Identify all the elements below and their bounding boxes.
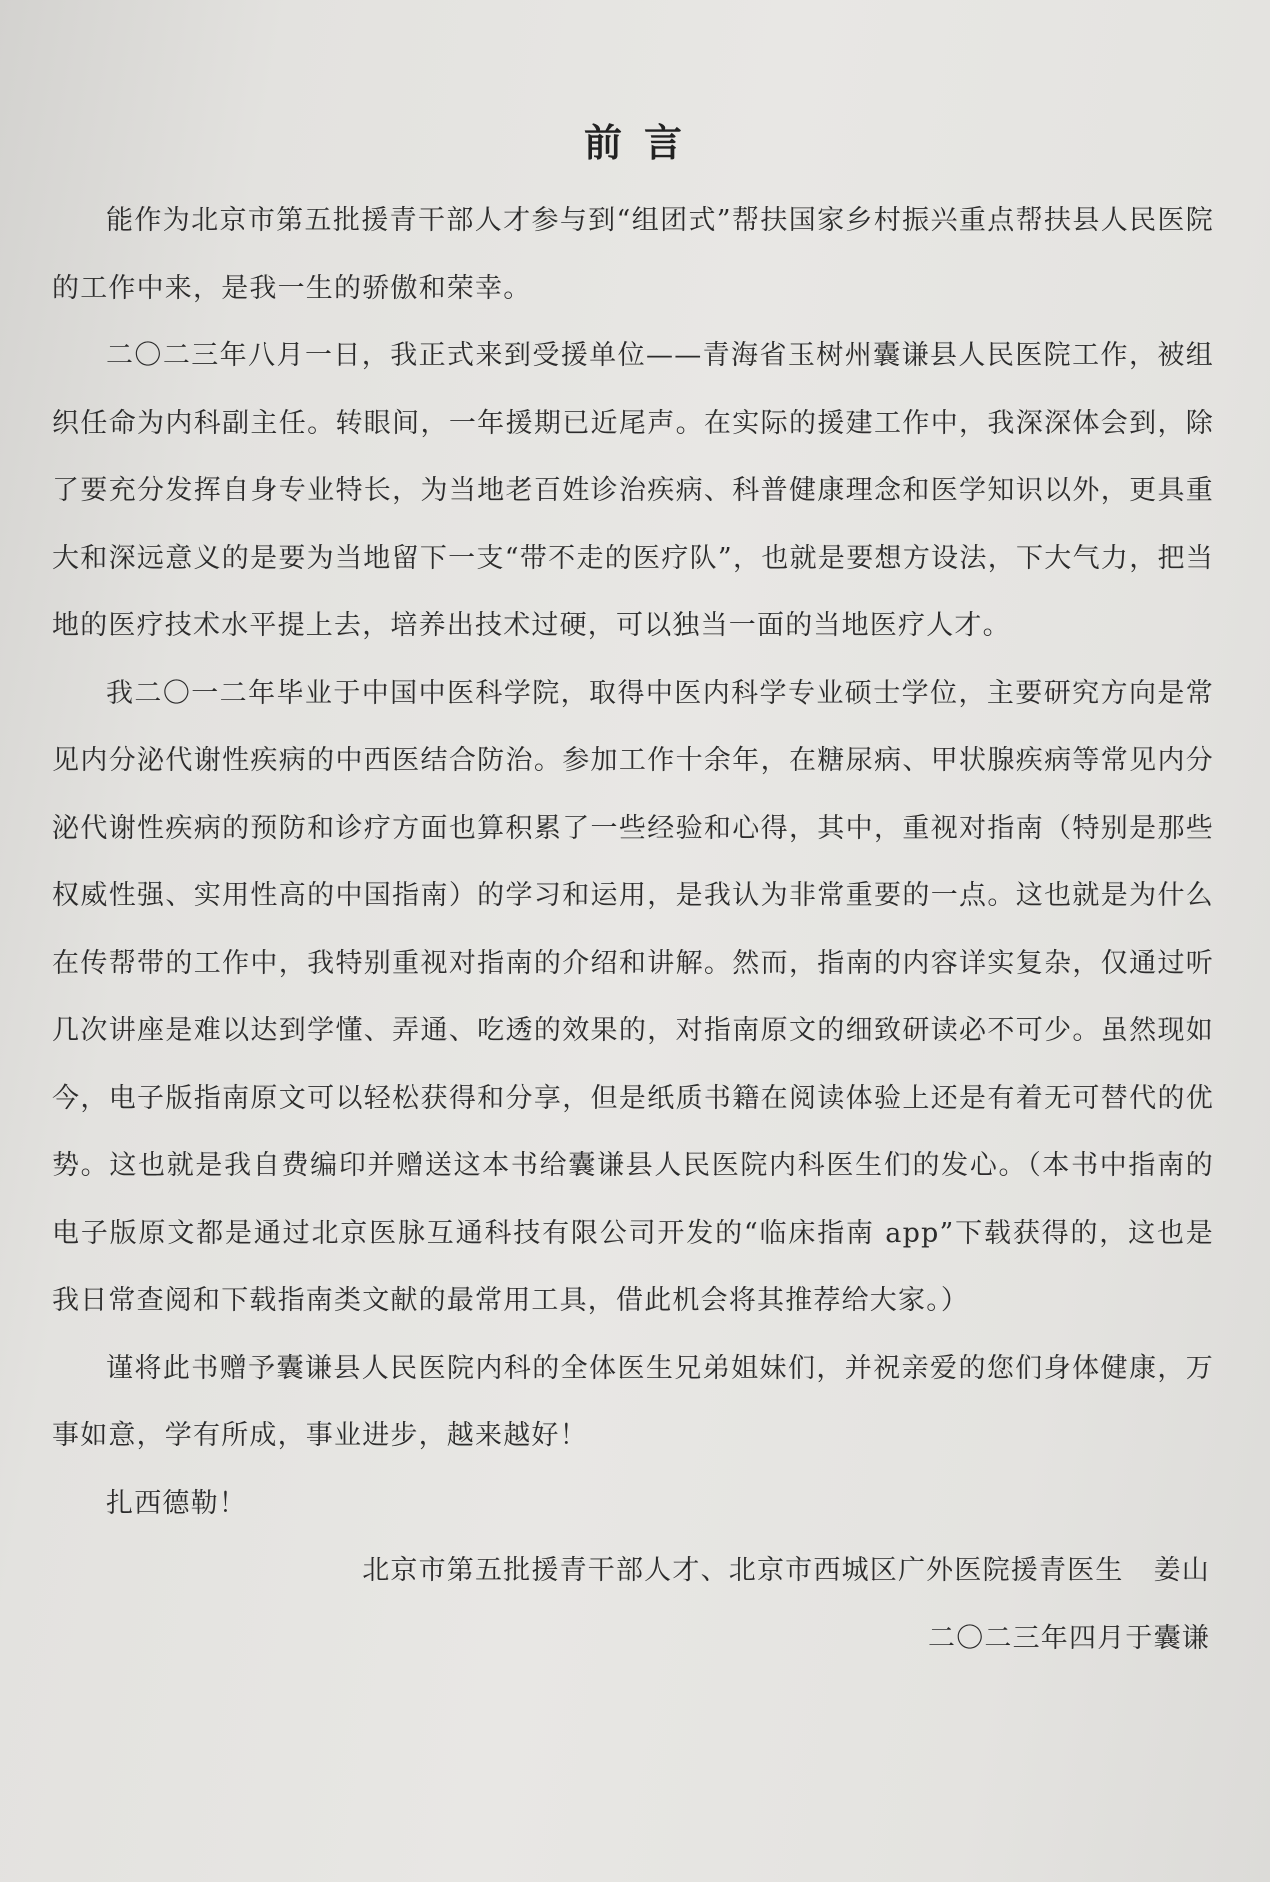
signature-line [52,1537,1214,1605]
closing-greeting: 扎西德勒！ [106,1487,247,1519]
signature-date: 二〇二三年四月于囊谦 [928,1622,1210,1654]
paragraph-2: 二〇二三年八月一日，我正式来到受援单位——青海省玉树州囊谦县人民医院工作，被组织任命为内科副主任。转眼间，一年援期已近尾声。在实际的援建工作中，我深深体会到，除了要充分发挥自身专业特长，为当地老百姓诊治疾病、科普健康理念和医学知识以外，更具重大和深远意义的是要为当地留下一支“带不走的医疗队”，也就是要想方设法，下大气力，把当地的医疗技术水平提上去，培养出技术过硬，可以独当一面的当地医疗人才。 [52,340,1214,641]
paragraph-4: 谨将此书赠予囊谦县人民医院内科的全体医生兄弟姐妹们，并祝亲爱的您们身体健康，万事如意，学有所成，事业进步，越来越好！ [52,1352,1214,1451]
paragraph-1: 能作为北京市第五批援青干部人才参与到“组团式”帮扶国家乡村振兴重点帮扶县人民医院的工作中来，是我一生的骄傲和荣幸。 [52,205,1214,304]
paragraph-3: 我二〇一二年毕业于中国中医科学院，取得中医内科学专业硕士学位，主要研究方向是常见内分泌代谢性疾病的中西医结合防治。参加工作十余年，在糖尿病、甲状腺疾病等常见内分泌代谢性疾病的预防和诊疗方面也算积累了一些经验和心得，其中，重视对指南（特别是那些权威性强、实用性高的中国指南）的学习和运用，是我认为非常重要的一点。这也就是为什么在传帮带的工作中，我特别重视对指南的介绍和讲解。然而，指南的内容详实复杂，仅通过听几次讲座是难以达到学懂、弄通、吃透的效果的，对指南原文的细致研读必不可少。虽然现如今，电子版指南原文可以轻松获得和分享，但是纸质书籍在阅读体验上还是有着无可替代的优势。这也就是我自费编印并赠送这本书给囊谦县人民医院内科医生们的发心。（本书中指南的电子版原文都是通过北京医脉互通科技有限公司开发的“临床指南 app”下载获得的，这也是我日常查阅和下载指南类文献的最常用工具，借此机会将其推荐给大家。） [52,677,1214,1316]
signature-affiliation: 北京市第五批援青干部人才、北京市西城区广外医院援青医生 [362,1555,1124,1586]
signature-name: 姜山 [1153,1555,1210,1586]
page-title: 前言 [583,120,704,165]
